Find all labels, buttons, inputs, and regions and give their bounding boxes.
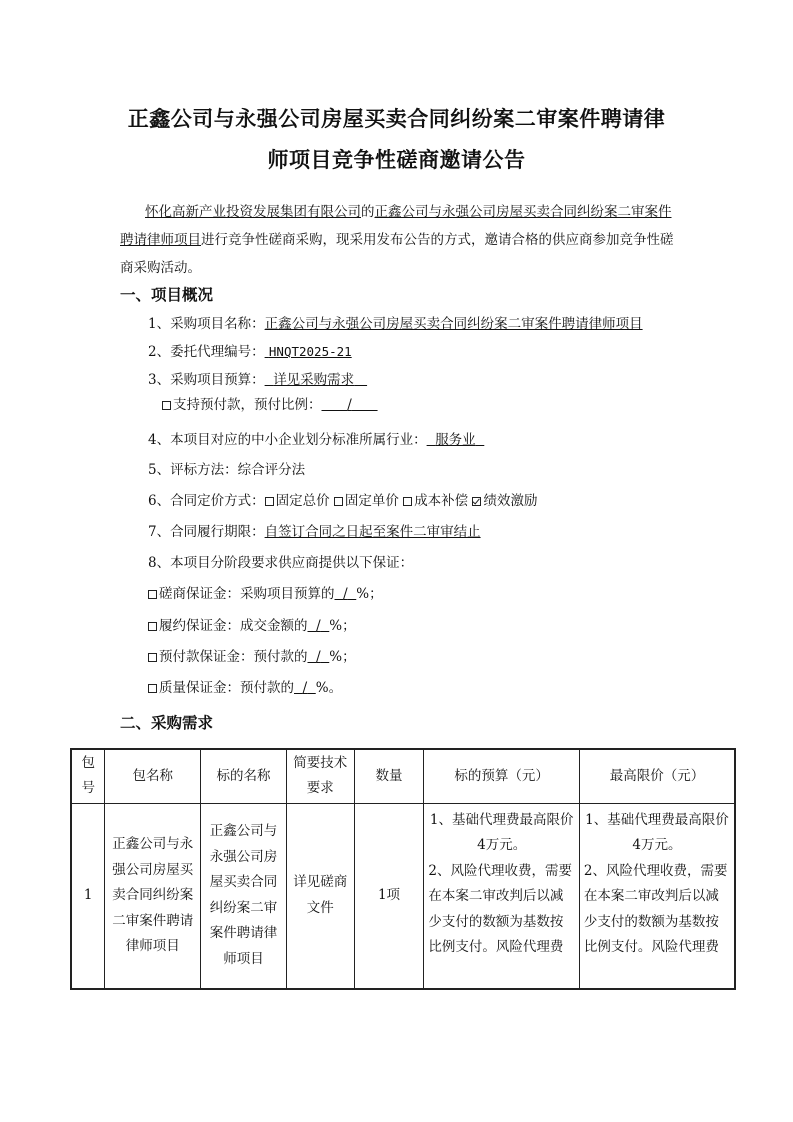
item2-value: HNQT2025-21 xyxy=(268,344,352,359)
advance-deposit-label: 预付款保证金：预付款的 xyxy=(159,649,308,665)
header-budget: 标的预算（元） xyxy=(424,749,580,803)
advance-deposit-checkbox[interactable] xyxy=(148,653,157,662)
max-line-3: 2、风险代理收费，需要在本案二审改判后以减少支付的数额为基数按比例支付。风险代理费 xyxy=(583,862,728,955)
pricing-option-cost: 成本补偿 xyxy=(414,493,469,509)
deposit-quality xyxy=(148,677,342,699)
item-contract-term xyxy=(148,521,481,543)
pricing-option-fixed-unit: 固定单价 xyxy=(344,493,399,509)
budget-line-1: 1、基础代理费最高限价 xyxy=(429,811,574,828)
bid-deposit-pad-left xyxy=(335,583,344,605)
section-project-overview-heading: 一、项目概况 xyxy=(120,286,214,304)
budget-line-3: 2、风险代理收费，需要在本案二审改判后以减少支付的数额为基数按比例支付。风险代理费 xyxy=(428,862,572,955)
item-evaluation-method: 5、评标方法：综合评分法 xyxy=(148,462,306,478)
advance-deposit-percent: %； xyxy=(329,649,356,665)
item1-value: 正鑫公司与永强公司房屋买卖合同纠纷案二审案件聘请律师项目 xyxy=(264,316,643,332)
cell-subject-name: 正鑫公司与永强公司房屋买卖合同纠纷案二审案件聘请律师项目 xyxy=(201,803,287,989)
deposit-performance xyxy=(148,615,356,637)
cell-budget xyxy=(424,803,580,989)
bid-deposit-checkbox[interactable] xyxy=(148,590,157,599)
fixed-total-price-checkbox[interactable] xyxy=(265,497,274,506)
item7-label: 7、合同履行期限： xyxy=(148,524,265,540)
purchaser-name: 怀化高新产业投资发展集团有限公司 xyxy=(145,204,361,220)
intro-paragraph xyxy=(120,198,675,282)
item2-label: 2、委托代理编号： xyxy=(148,344,265,360)
pricing-option-performance: 绩效激励 xyxy=(483,493,538,509)
quality-deposit-percent: %。 xyxy=(315,680,343,696)
advance-deposit-value: / xyxy=(316,649,321,665)
item-budget xyxy=(148,369,367,391)
performance-deposit-value: / xyxy=(316,618,321,634)
item1-label: 1、采购项目名称： xyxy=(148,316,265,332)
cell-quantity: 1项 xyxy=(354,803,424,989)
performance-deposit-checkbox[interactable] xyxy=(148,622,157,631)
intro-project-name: 正鑫公司与永强公司房屋买卖合同纠纷案二审案件聘请律师项目 xyxy=(120,204,672,248)
cell-package-name: 正鑫公司与永强公司房屋买卖合同纠纷案二审案件聘请律师项目 xyxy=(105,803,201,989)
item3-value: 详见采购需求 xyxy=(273,372,355,388)
cell-tech-requirements: 详见磋商文件 xyxy=(286,803,354,989)
bid-deposit-pad-right xyxy=(348,583,357,605)
cell-package-no: 1 xyxy=(71,803,105,989)
quality-deposit-pad-left xyxy=(294,677,303,699)
bid-deposit-percent: %； xyxy=(356,586,383,602)
quality-deposit-pad-right xyxy=(307,677,316,699)
item-agency-code xyxy=(148,341,352,363)
requirements-table xyxy=(70,748,736,990)
quality-deposit-checkbox[interactable] xyxy=(148,684,157,693)
bid-deposit-label: 磋商保证金：采购项目预算的 xyxy=(159,586,335,602)
performance-deposit-label: 履约保证金：成交金额的 xyxy=(159,618,308,634)
header-tech-requirements: 简要技术要求 xyxy=(286,749,354,803)
deposit-advance xyxy=(148,646,356,668)
item4-pad-left xyxy=(427,429,436,451)
item7-value: 自签订合同之日起至案件二审审结止 xyxy=(264,524,481,540)
quality-deposit-label: 质量保证金：预付款的 xyxy=(159,680,294,696)
fixed-unit-price-checkbox[interactable] xyxy=(334,497,343,506)
max-line-2: 4万元。 xyxy=(632,837,682,853)
item4-pad-right xyxy=(476,429,485,451)
header-max-price: 最高限价（元） xyxy=(579,749,735,803)
advance-pad-left xyxy=(322,394,348,416)
item4-label: 4、本项目对应的中小企业划分标准所属行业： xyxy=(148,432,427,448)
document-title-line1: 正鑫公司与永强公司房屋买卖合同纠纷案二审案件聘请律 xyxy=(127,107,666,131)
item3-label: 3、采购项目预算： xyxy=(148,372,265,388)
performance-incentive-checkbox-checked[interactable] xyxy=(472,497,481,506)
intro-rest: 进行竞争性磋商采购，现采用发布公告的方式，邀请合格的供应商参加竞争性磋商采购活动。 xyxy=(120,232,674,276)
table-header-row xyxy=(71,749,735,803)
advance-deposit-pad-right xyxy=(321,646,330,668)
item3-pad-right xyxy=(354,369,367,391)
item-industry xyxy=(148,429,484,451)
budget-line-2: 4万元。 xyxy=(477,837,527,853)
section-procurement-requirements-heading: 二、采购需求 xyxy=(120,714,214,732)
item4-value: 服务业 xyxy=(435,432,476,448)
quality-deposit-value: / xyxy=(302,680,308,696)
bid-deposit-value: / xyxy=(343,586,348,602)
performance-deposit-percent: %； xyxy=(329,618,356,634)
item-project-name xyxy=(148,313,643,335)
cost-reimbursement-checkbox[interactable] xyxy=(403,497,412,506)
header-package-no: 包号 xyxy=(71,749,105,803)
max-line-1: 1、基础代理费最高限价 xyxy=(585,811,729,828)
advance-label: 支持预付款，预付比例： xyxy=(173,397,322,413)
performance-deposit-pad-right xyxy=(321,615,330,637)
table-row xyxy=(71,803,735,989)
intro-connector: 的 xyxy=(361,204,375,220)
header-quantity: 数量 xyxy=(354,749,424,803)
deposit-bid xyxy=(148,583,383,605)
pricing-option-fixed-total: 固定总价 xyxy=(275,493,330,509)
advance-deposit-pad-left xyxy=(308,646,317,668)
item-guarantee-requirement: 8、本项目分阶段要求供应商提供以下保证： xyxy=(148,555,414,571)
item6-label: 6、合同定价方式： xyxy=(148,493,265,509)
advance-payment-checkbox[interactable] xyxy=(162,401,171,410)
advance-pad-right xyxy=(352,394,378,416)
item-advance-payment xyxy=(162,394,378,416)
performance-deposit-pad-left xyxy=(308,615,317,637)
document-title-line2: 师项目竞争性磋商邀请公告 xyxy=(267,148,526,172)
cell-max-price xyxy=(579,803,735,989)
item3-pad-left xyxy=(265,369,274,391)
header-subject-name: 标的名称 xyxy=(201,749,287,803)
item-pricing-method xyxy=(148,490,537,512)
advance-value: / xyxy=(347,397,352,413)
header-package-name: 包名称 xyxy=(105,749,201,803)
